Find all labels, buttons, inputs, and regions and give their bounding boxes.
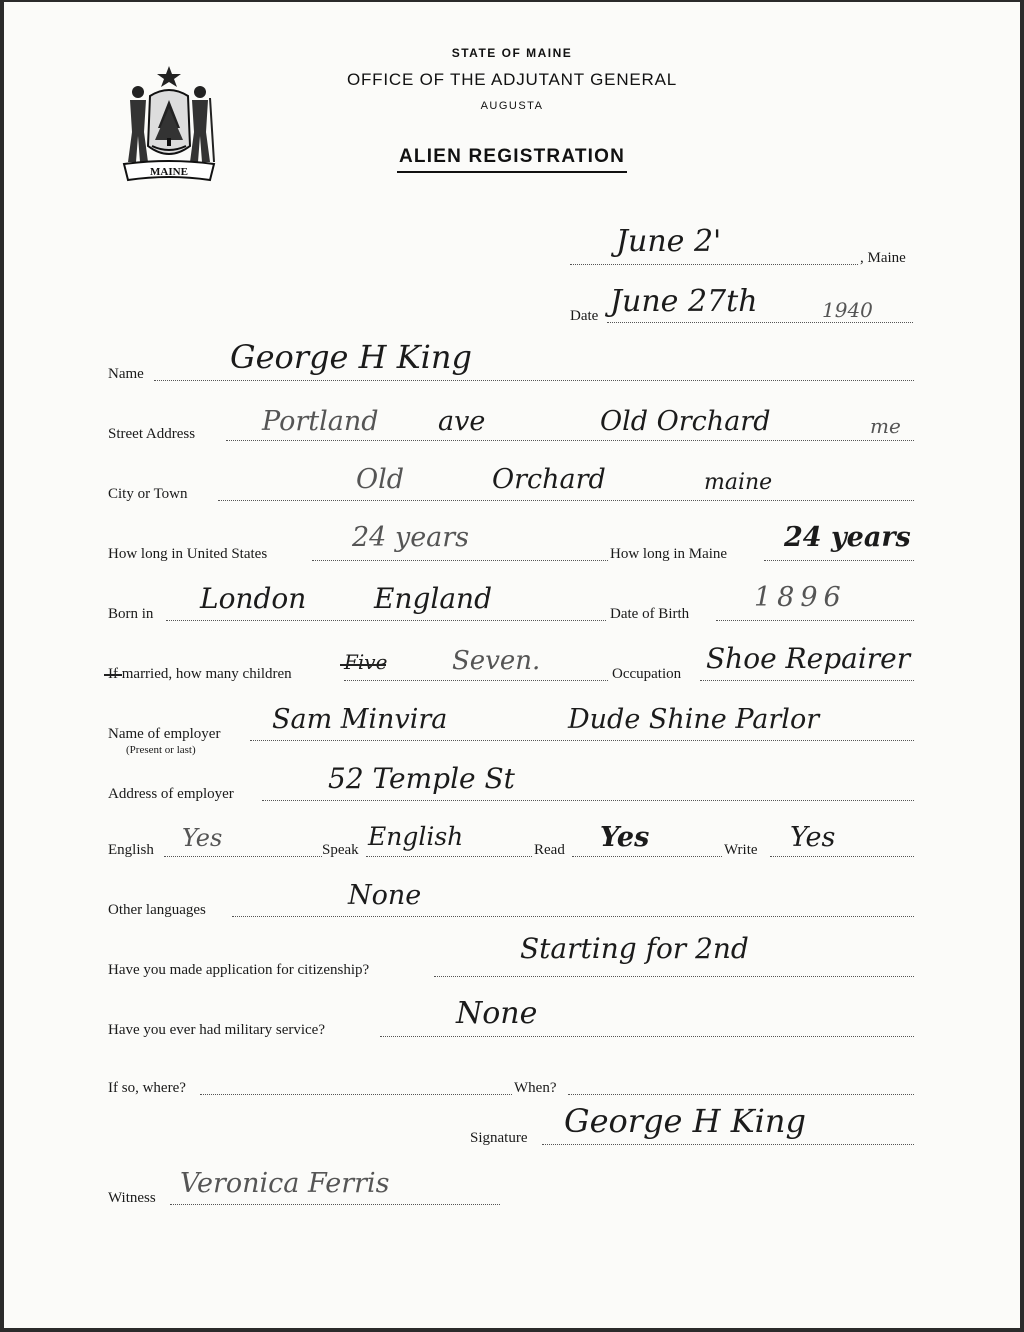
name-label: Name [108, 366, 144, 382]
married-label: If married, how many children [108, 666, 292, 682]
office-heading: OFFICE OF THE ADJUTANT GENERAL [346, 70, 678, 89]
form-title: ALIEN REGISTRATION [4, 146, 1020, 173]
witness-value: Veronica Ferris [180, 1168, 390, 1199]
date-label: Date [570, 308, 599, 324]
read-value: Yes [600, 822, 650, 853]
speak-value: English [368, 822, 464, 851]
children-value: Seven. [452, 646, 541, 676]
occupation-value: Shoe Repairer [706, 642, 911, 675]
born-value-1: London [200, 582, 307, 615]
employer-address-label: Address of employer [108, 786, 234, 802]
street-address-label: Street Address [108, 426, 196, 442]
state-heading: STATE OF MAINE [451, 46, 573, 60]
employer-value-1: Sam Minvira [272, 704, 448, 735]
employer-sub-label: (Present or last) [126, 744, 196, 756]
how-long-us-label: How long in United States [108, 546, 268, 562]
when-label: When? [514, 1080, 557, 1096]
military-label: Have you ever had military service? [108, 1022, 325, 1038]
english-label: English [108, 842, 154, 858]
born-value-2: England [374, 582, 493, 615]
street-value-2: ave [438, 406, 486, 437]
witness-label: Witness [108, 1190, 156, 1206]
city-heading: AUGUSTA [480, 100, 544, 112]
signature-label: Signature [470, 1130, 528, 1146]
street-value-3: Old Orchard [600, 406, 771, 437]
occupation-label: Occupation [612, 666, 682, 682]
if-so-where-label: If so, where? [108, 1080, 186, 1096]
employer-name-label: Name of employer [108, 726, 221, 742]
city-value-2: Orchard [492, 464, 606, 495]
other-languages-value: None [348, 880, 422, 911]
street-value-1: Portland [262, 406, 379, 437]
how-long-us-value: 24 years [352, 522, 470, 553]
write-value: Yes [790, 822, 836, 853]
military-value: None [456, 996, 538, 1031]
place-value: June 2' [616, 224, 722, 259]
employer-address-value: 52 Temple St [328, 762, 515, 795]
date-month-value: June 27th [610, 284, 758, 319]
street-value-4: me [870, 414, 901, 438]
city-value-3: maine [704, 470, 773, 495]
name-value: George H King [230, 338, 472, 376]
children-struck-value: Five [344, 650, 388, 674]
other-languages-label: Other languages [108, 902, 206, 918]
citizenship-value: Starting for 2nd [520, 932, 749, 965]
employer-value-2: Dude Shine Parlor [568, 704, 820, 735]
maine-label: , Maine [860, 250, 906, 266]
read-label: Read [534, 842, 565, 858]
born-in-label: Born in [108, 606, 154, 622]
city-label: City or Town [108, 486, 188, 502]
how-long-maine-value: 24 years [784, 522, 911, 553]
speak-label: Speak [322, 842, 359, 858]
date-year-value: 1940 [822, 298, 873, 322]
registration-form [4, 2, 1020, 1328]
date-of-birth-value: 1896 [754, 582, 847, 613]
citizenship-label: Have you made application for citizenship? [108, 962, 370, 978]
seal-text: MAINE [150, 166, 188, 178]
english-value: Yes [182, 824, 223, 852]
signature-value: George H King [564, 1102, 806, 1140]
write-label: Write [724, 842, 758, 858]
city-value-1: Old [356, 464, 405, 495]
how-long-maine-label: How long in Maine [610, 546, 728, 562]
date-of-birth-label: Date of Birth [610, 606, 690, 622]
